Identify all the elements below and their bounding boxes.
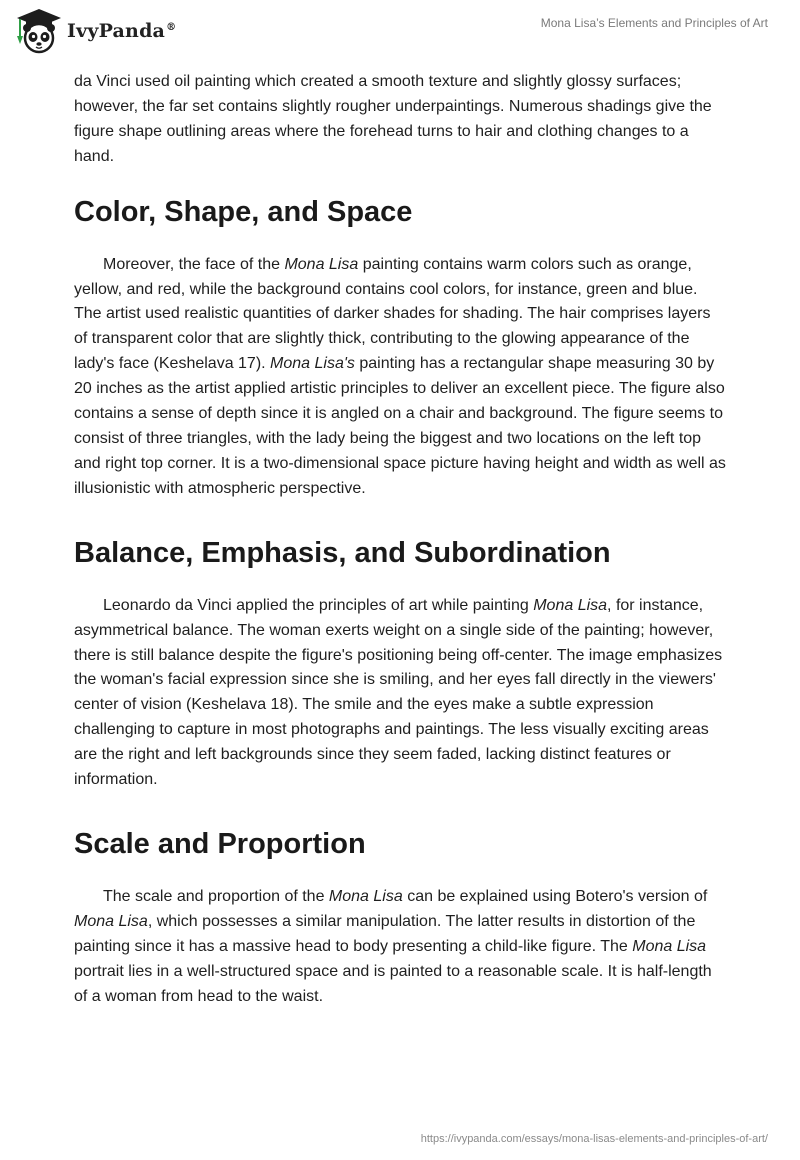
section-paragraph: Moreover, the face of the Mona Lisa painting contains warm colors such as orange, yellow, and red, while the background contains cool colors, for instance, green and blue. The artist used realistic quantities of darker shades for shading. The hair comprises layers of transparent color that are slightly thick, contributing to the glowing appearance of the lady's face (Keshelava 17). Mona Lisa's painting has a rectangular shape measuring 30 by 20 inches as the artist applied artistic principles to deliver an excellent piece. The figure also contains a sense of depth since it is angled on a chair and background. The figure seems to consist of three triangles, with the lady being the biggest and two locations on the left top and right top corner. It is a two-dimensional space picture having height and width as well as illusionistic with atmospheric perspective.	[74, 255, 726, 497]
section-paragraph: The scale and proportion of the Mona Lisa can be explained using Botero's version of Mona Lisa, which possesses a similar manipulation. The latter results in distortion of the painting since it has a massive head to body presenting a child-like figure. The Mona Lisa portrait lies in a well-structured space and is painted to a reasonable scale. It is half-length of a woman from head to the waist.	[74, 887, 712, 1005]
brand-name: IvyPanda®	[67, 20, 177, 42]
intro-paragraph: da Vinci used oil painting which created a smooth texture and slightly glossy surfaces; however, the far set contains slightly rougher underpaintings. Numerous shadings give the figure shape outlining areas where the forehead turns to hair and clothing changes to a hand.	[74, 73, 712, 165]
document-title: Mona Lisa’s Elements and Principles of Art	[540, 16, 768, 30]
essay-body	[74, 70, 726, 1009]
section-heading-scale-proportion: Scale and Proportion	[74, 827, 366, 860]
page-header	[0, 0, 800, 64]
brand-logo[interactable]	[14, 8, 176, 54]
source-url[interactable]: https://ivypanda.com/essays/mona-lisas-elements-and-principles-of-art/	[420, 1133, 768, 1145]
section-paragraph: Leonardo da Vinci applied the principles of art while painting Mona Lisa, for instance, asymmetrical balance. The woman exerts weight on a single side of the painting; however, there is still balance despite the figure's positioning being off-center. The image emphasizes the woman's facial expression since she is smiling, and her eyes fall directly in the viewers' center of vision (Keshelava 18). The smile and the eyes make a subtle expression challenging to capture in most photographs and paintings. The less visually exciting areas are the right and left backgrounds since they seem faded, lacking distinct features or information.	[74, 596, 723, 789]
section-heading-balance-emphasis: Balance, Emphasis, and Subordination	[74, 536, 611, 569]
section-heading-color-shape-space: Color, Shape, and Space	[74, 195, 413, 228]
panda-graduate-icon	[14, 8, 64, 54]
